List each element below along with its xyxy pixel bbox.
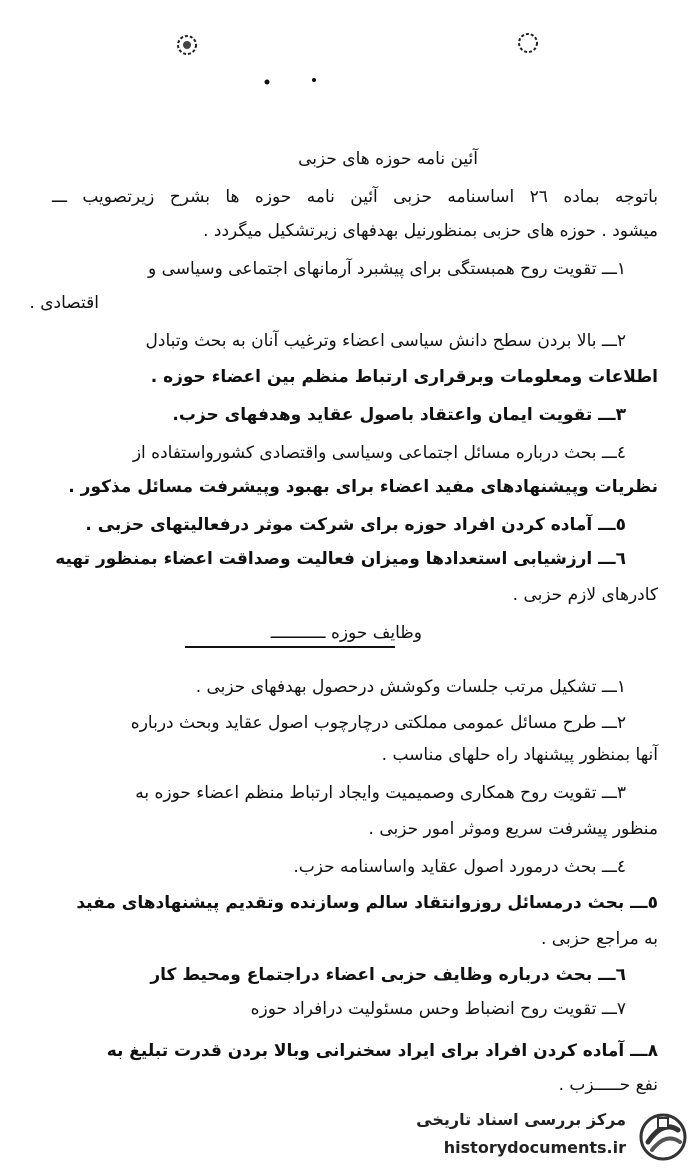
goal-2-line-1: ۲ـــ بالا بردن سطح دانش سیاسی اعضاء وترغیب آنان به بحث وتبادل: [145, 331, 626, 351]
archive-logo-icon: [638, 1112, 688, 1162]
duty-1: ۱ـــ تشکیل مرتب جلسات وکوشش درحصول بهدفهای حزبی .: [195, 677, 626, 697]
duty-2-line-2: آنها بمنظور پیشنهاد راه حلهای مناسب .: [381, 745, 658, 765]
binder-hole-mark-right: [513, 28, 543, 58]
ink-speck: [262, 74, 322, 88]
duties-heading: وظایف حوزه ـــــــــــ: [270, 623, 422, 643]
goal-1-line-1: ۱ـــ تقویت روح همبستگی برای پیشبرد آرمانهای اجتماعی وسیاسی و: [147, 259, 626, 279]
duty-5-line-1: ٥ـــ بحث درمسائل روزوانتقاد سالم وسازنده وتقدیم پیشنهادهای مفید: [76, 893, 658, 913]
duty-8-line-1: ۸ـــ آماده کردن افراد برای ایراد سخنرانی وبالا بردن قدرت تبلیغ به: [106, 1041, 658, 1061]
duties-heading-underline: [185, 646, 395, 648]
binder-hole-mark-left: [172, 30, 202, 60]
goal-3: ۳ـــ تقویت ایمان واعتقاد باصول عقاید وهدفهای حزب.: [172, 405, 626, 425]
goal-4-line-2: نظریات وپیشنهادهای مفید اعضاء برای بهبود وپیشرفت مسائل مذکور .: [68, 477, 658, 497]
duty-8-line-2: نفع حـــــزب .: [558, 1075, 658, 1095]
duty-4: ٤ـــ بحث درمورد اصول عقاید واساسنامه حزب.: [293, 857, 626, 877]
goal-2-line-2: اطلاعات ومعلومات وبرقراری ارتباط منظم بین اعضاء حوزه .: [150, 367, 658, 387]
duty-3-line-2: منظور پیشرفت سریع وموثر امور حزبی .: [368, 819, 658, 839]
goal-4-line-1: ٤ـــ بحث درباره مسائل اجتماعی وسیاسی واقتصادی کشورواستفاده از: [132, 443, 626, 463]
duty-3-line-1: ۳ـــ تقویت روح همکاری وصمیمیت وایجاد ارتباط منظم اعضاء حوزه به: [135, 783, 626, 803]
duty-7: ۷ـــ تقویت روح انضباط وحس مسئولیت درافراد حوزه: [250, 999, 626, 1019]
watermark-title: مرکز بررسی اسناد تاریخی: [416, 1110, 626, 1129]
goal-5: ٥ـــ آماده کردن افراد حوزه برای شرکت موثر درفعالیتهای حزبی .: [85, 515, 626, 535]
duty-5-line-2: به مراجع حزبی .: [540, 929, 658, 949]
archive-watermark: [407, 1106, 692, 1164]
duty-6: ٦ـــ بحث درباره وظایف حزبی اعضاء دراجتماع ومحیط کار: [150, 965, 626, 985]
intro-line-2: میشود . حوزه های حزبی بمنظورنیل بهدفهای زیرتشکیل میگردد .: [203, 221, 658, 241]
goal-1-line-2: اقتصادی .: [29, 293, 99, 313]
goal-6-line-2: کادرهای لازم حزبی .: [512, 585, 658, 605]
document-title: آئین نامه حوزه های حزبی: [298, 149, 478, 169]
goal-6-line-1: ٦ـــ ارزشیابی استعدادها ومیزان فعالیت وصداقت اعضاء بمنظور تهیه: [55, 549, 626, 569]
intro-line-1: باتوجه بماده ۲٦ اساسنامه حزبی آئین نامه حوزه ها بشرح زیرتصویب ـــ: [52, 187, 658, 207]
watermark-url: historydocuments.ir: [443, 1138, 626, 1157]
duty-2-line-1: ۲ـــ طرح مسائل عمومی مملکتی درچارچوب اصول عقاید وبحث درباره: [130, 713, 626, 733]
